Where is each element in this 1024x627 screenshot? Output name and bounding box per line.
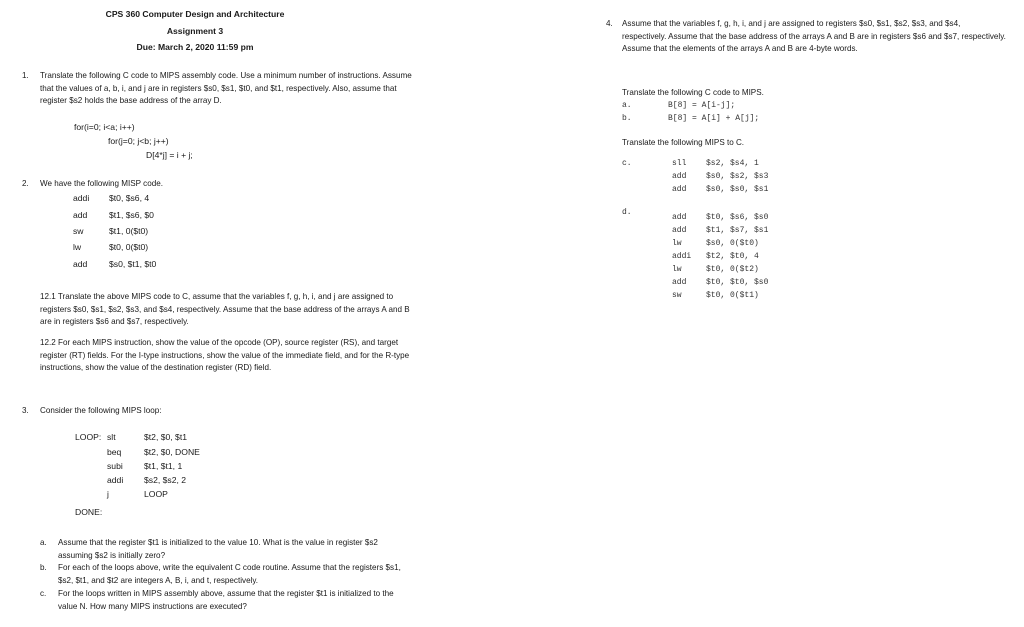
course-title: CPS 360 Computer Design and Architecture [105, 9, 285, 19]
q3-number: 3. [22, 406, 29, 415]
q1-number: 1. [22, 71, 29, 80]
q4-part-c-op: add [672, 185, 687, 194]
q4-part-d-args: $t2, $t0, 4 [706, 252, 759, 261]
loop-label: LOOP: [75, 432, 102, 442]
q4-part-d-args: $t0, $t0, $s0 [706, 278, 769, 287]
loop-args: $t2, $0, $t1 [144, 432, 188, 442]
q2-number: 2. [22, 179, 29, 188]
q4-part-c-letter: c. [622, 159, 632, 168]
q3-item-text: Assume that the register $t1 is initialized to the value 10. What is the value in register $s2 assuming $s2 is initially zero? [58, 538, 378, 560]
q4-c-title: Translate the following C code to MIPS. [622, 88, 764, 97]
loop-args: $s2, $s2, 2 [144, 475, 187, 485]
loop-args: LOOP [144, 489, 168, 499]
q4-part-d-op: add [672, 226, 687, 235]
q2-code-op: lw [73, 242, 82, 252]
q3-item-letter: c. [40, 589, 47, 598]
q2-code-op: add [73, 210, 88, 220]
q4-c-item-letter: b. [622, 114, 632, 123]
q4-part-d-args: $t0, $s6, $s0 [706, 213, 769, 222]
loop-op: subi [107, 461, 123, 471]
q2-code-args: $s0, $t1, $t0 [109, 259, 157, 269]
assignment-title: Assignment 3 [166, 26, 224, 36]
q3-item-letter: a. [40, 538, 47, 547]
q2-code-args: $t1, 0($t0) [109, 226, 149, 236]
q4-part-d-letter: d. [622, 208, 632, 217]
q4-part-c-op: sll [672, 159, 687, 168]
q4-c-item-code: B[8] = A[i-j]; [668, 101, 736, 110]
q2-intro: We have the following MISP code. [40, 179, 163, 188]
q1-text: Translate the following C code to MIPS assembly code. Use a minimum number of instructions. Assume that the values of a, b, i, and j are in registers $s0, $s1, $t0, and $t1, respectively. Also, assume that register $s2 holds the base address of the array D. [40, 71, 412, 105]
q4-part-d-op: sw [672, 291, 682, 300]
q4-number: 4. [606, 19, 613, 28]
q2-code-op: sw [73, 226, 84, 236]
q2-code-args: $t1, $s6, $0 [109, 210, 154, 220]
loop-op: beq [107, 447, 122, 457]
q1-code-line: for(j=0; j<b; j++) [108, 136, 169, 146]
q4-text: Assume that the variables f, g, h, i, and j are assigned to registers $s0, $s1, $s2, $s3, and $s4, respectively. Assume that the base address of the arrays A and B are in registers $s6 and $s7, respectively. Assume that the elements of the arrays A and B are 4-byte words. [622, 19, 1006, 53]
q3-item-text: For the loops written in MIPS assembly above, assume that the register $t1 is initialized to the value N. How many MIPS instructions are executed? [58, 589, 394, 611]
q4-part-c-args: $s0, $s2, $s3 [706, 172, 769, 181]
q2-code-args: $t0, 0($t0) [109, 242, 149, 252]
q3-item-text: For each of the loops above, write the equivalent C code routine. Assume that the registers $s1, $s2, $t1, and $t2 are integers A, B, i, and t, respectively. [58, 563, 401, 585]
loop-done-label: DONE: [75, 507, 103, 517]
q4-part-d-op: lw [672, 239, 682, 248]
q3-intro: Consider the following MIPS loop: [40, 406, 162, 415]
q1-code-line: for(i=0; i<a; i++) [74, 122, 135, 132]
q4-part-d-args: $s0, 0($t0) [706, 239, 759, 248]
q4-part-c-args: $s0, $s0, $s1 [706, 185, 769, 194]
q4-part-c-args: $s2, $s4, 1 [706, 159, 759, 168]
loop-op: addi [107, 475, 124, 485]
loop-op: j [107, 489, 109, 499]
loop-args: $t2, $0, DONE [144, 447, 200, 457]
q4-part-d-op: lw [672, 265, 682, 274]
loop-op: slt [107, 432, 116, 442]
q4-part-d-args: $t1, $s7, $s1 [706, 226, 769, 235]
q3-item-letter: b. [40, 563, 47, 572]
q4-part-d-args: $t0, 0($t1) [706, 291, 759, 300]
q4-mips-title: Translate the following MIPS to C. [622, 138, 745, 147]
loop-args: $t1, $t1, 1 [144, 461, 183, 471]
q4-c-item-letter: a. [622, 101, 632, 110]
q4-part-d-op: add [672, 213, 687, 222]
due-date: Due: March 2, 2020 11:59 pm [136, 42, 254, 52]
q4-part-d-op: addi [672, 252, 692, 261]
q2-code-args: $t0, $s6, 4 [109, 193, 150, 203]
q2-part1: 12.1 Translate the above MIPS code to C, assume that the variables f, g, h, i, and j are assigned to registers $s0, $s1, $s2, $s3, and $s4, respectively. Assume that the base address of the arrays A and B are in registers $s6 and $s7, respectively. [40, 292, 410, 326]
q4-part-d-op: add [672, 278, 687, 287]
q2-part2: 12.2 For each MIPS instruction, show the value of the opcode (OP), source register (RS), and target register (RT) fields. For the I-type instructions, show the value of the immediate field, and for the R-type instructions, show the value of the destination register (RD) field. [40, 338, 410, 372]
q4-part-c-op: add [672, 172, 687, 181]
q4-part-d-args: $t0, 0($t2) [706, 265, 759, 274]
q1-code-line: D[4*j] = i + j; [146, 150, 193, 160]
q2-code-op: add [73, 259, 88, 269]
q4-c-item-code: B[8] = A[i] + A[j]; [668, 114, 760, 123]
q2-code-op: addi [73, 193, 90, 203]
